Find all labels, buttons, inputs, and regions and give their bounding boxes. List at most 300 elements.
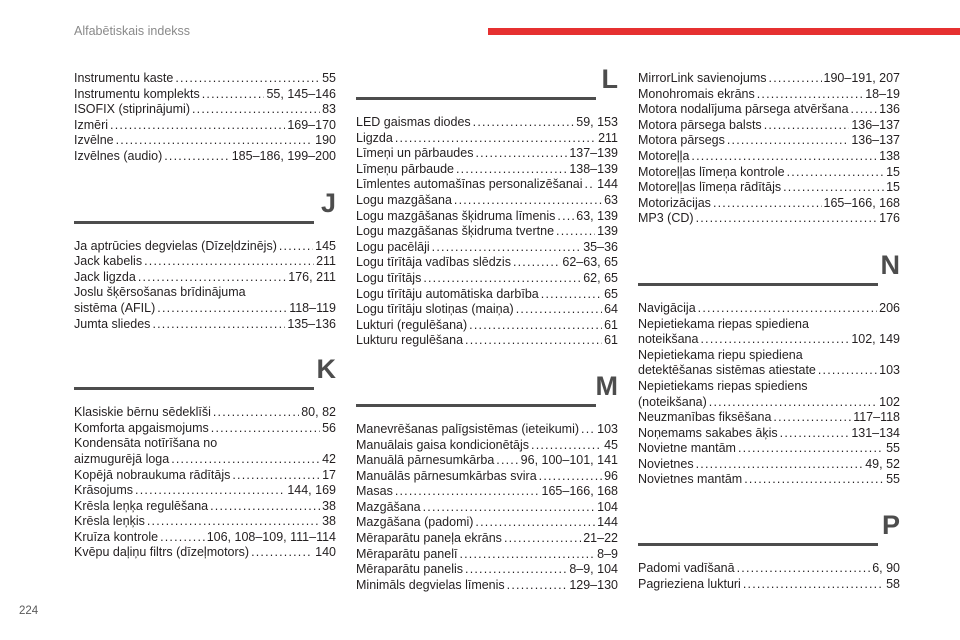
index-entry bbox=[638, 149, 900, 165]
index-page-refs: 102, 149 bbox=[851, 332, 900, 347]
dot-leader bbox=[851, 102, 878, 118]
dot-leader bbox=[743, 577, 884, 593]
dot-leader bbox=[691, 149, 877, 165]
index-term: Jumta sliedes bbox=[74, 316, 151, 331]
index-entry bbox=[74, 71, 336, 87]
index-page-refs: 106, 108–109, 111–114 bbox=[206, 529, 336, 544]
dot-leader bbox=[556, 224, 595, 240]
index-term: Izmēri bbox=[74, 117, 109, 132]
index-term: Padomi vadīšanā bbox=[638, 561, 735, 576]
index-column-1 bbox=[74, 71, 336, 561]
index-entry bbox=[74, 514, 336, 530]
dot-leader bbox=[232, 468, 320, 484]
dot-leader bbox=[164, 149, 229, 165]
dot-leader bbox=[147, 514, 320, 530]
index-entry bbox=[356, 318, 618, 334]
index-entry bbox=[356, 302, 618, 318]
index-page-refs: 17 bbox=[322, 467, 336, 482]
section-rule bbox=[638, 543, 878, 546]
index-entry bbox=[638, 71, 900, 87]
index-term: Novietnes bbox=[638, 456, 694, 471]
index-page-refs: 144 bbox=[597, 515, 618, 530]
letter-section-header bbox=[356, 64, 618, 115]
dot-leader bbox=[465, 333, 602, 349]
index-entry bbox=[638, 561, 900, 577]
dot-leader bbox=[423, 271, 581, 287]
index-page-refs: 42 bbox=[322, 451, 336, 466]
index-entry bbox=[356, 255, 618, 271]
index-entry-group bbox=[638, 71, 900, 227]
index-page-refs: 135–136 bbox=[287, 316, 336, 331]
index-term: Navigācija bbox=[638, 300, 696, 315]
dot-leader bbox=[696, 457, 864, 473]
index-term: Motora pārsega balsts bbox=[638, 117, 762, 132]
index-page-refs: 8–9, 104 bbox=[569, 562, 618, 577]
dot-leader bbox=[541, 287, 602, 303]
dot-leader bbox=[157, 301, 287, 317]
index-entry bbox=[74, 483, 336, 499]
index-page-refs: 165–166, 168 bbox=[541, 484, 618, 499]
dot-leader bbox=[456, 162, 567, 178]
index-term: Jack kabelis bbox=[74, 254, 143, 269]
index-page-refs: 18–19 bbox=[865, 86, 900, 101]
dot-leader bbox=[473, 115, 575, 131]
index-entry bbox=[356, 484, 618, 500]
index-entry bbox=[638, 211, 900, 227]
index-term: Logu tīrītājs bbox=[356, 270, 422, 285]
section-letter: L bbox=[601, 64, 618, 94]
index-page-refs: 211 bbox=[316, 254, 336, 269]
index-term: MirrorLink savienojums bbox=[638, 71, 767, 85]
accent-band bbox=[488, 28, 960, 35]
index-page-refs: 104 bbox=[597, 499, 618, 514]
dot-leader bbox=[496, 453, 518, 469]
index-page-refs: 102 bbox=[879, 394, 900, 409]
index-term: Nepietiekama riepu spiediena bbox=[638, 347, 803, 362]
index-page-refs: 6, 90 bbox=[872, 561, 900, 576]
index-term: Motora nodalījuma pārsega atvēršana bbox=[638, 102, 849, 117]
index-page-refs: 103 bbox=[879, 363, 900, 378]
letter-section-header bbox=[74, 354, 336, 405]
index-page-refs: 138–139 bbox=[569, 161, 618, 176]
index-term: (noteikšana) bbox=[638, 394, 707, 409]
index-term: Lukturu regulēšana bbox=[356, 333, 464, 348]
dot-leader bbox=[769, 71, 822, 87]
index-entry bbox=[356, 500, 618, 516]
index-entry bbox=[74, 102, 336, 118]
index-page-refs: 176 bbox=[879, 211, 900, 226]
index-term: detektēšanas sistēmas atiestate bbox=[638, 363, 816, 378]
section-letter: M bbox=[595, 370, 618, 401]
index-term: Motoreļļas līmeņa kontrole bbox=[638, 164, 785, 179]
dot-leader bbox=[475, 515, 595, 531]
index-term: Motoreļļa bbox=[638, 148, 690, 163]
dot-leader bbox=[773, 410, 851, 426]
index-term: Mēraparātu panelis bbox=[356, 562, 464, 577]
index-entry bbox=[638, 133, 900, 149]
index-page-refs: 38 bbox=[322, 514, 336, 529]
index-term: Logu pacēlāji bbox=[356, 239, 430, 254]
index-page-refs: 63 bbox=[604, 192, 618, 207]
index-entry bbox=[638, 317, 900, 333]
index-term: Motora pārsegs bbox=[638, 133, 725, 148]
index-page-refs: 145 bbox=[315, 238, 336, 253]
section-letter: P bbox=[881, 510, 900, 541]
index-term: Ja aptrūcies degvielas (Dīzeļdzinējs) bbox=[74, 238, 277, 253]
index-term: Novietne mantām bbox=[638, 441, 736, 456]
index-page-refs: 61 bbox=[604, 333, 618, 348]
index-term: Mazgāšana bbox=[356, 499, 421, 514]
index-entry bbox=[638, 196, 900, 212]
index-page-refs: 117–118 bbox=[853, 410, 900, 425]
section-letter: K bbox=[316, 354, 336, 385]
dot-leader bbox=[423, 500, 596, 516]
index-page-refs: 211 bbox=[598, 130, 618, 145]
index-entry-group bbox=[356, 115, 618, 349]
index-entry bbox=[638, 472, 900, 488]
index-term: Krāsojums bbox=[74, 483, 134, 498]
index-page-refs: 103 bbox=[597, 421, 618, 436]
index-entry bbox=[74, 285, 336, 301]
index-page-refs: 15 bbox=[886, 164, 900, 179]
index-term: Joslu šķērsošanas brīdinājuma bbox=[74, 285, 246, 300]
index-term: Novietnes mantām bbox=[638, 472, 743, 487]
index-term: Motoreļļas līmeņa rādītājs bbox=[638, 180, 782, 195]
index-page-refs: 58 bbox=[886, 576, 900, 591]
index-page-refs: 144 bbox=[597, 177, 618, 192]
index-entry-group bbox=[638, 301, 900, 488]
index-entry bbox=[356, 177, 618, 193]
dot-leader bbox=[531, 438, 602, 454]
index-entry bbox=[74, 452, 336, 468]
index-term: Mazgāšana (padomi) bbox=[356, 515, 474, 530]
index-entry bbox=[74, 149, 336, 165]
dot-leader bbox=[713, 196, 822, 212]
dot-leader bbox=[585, 177, 596, 193]
index-page-refs: 176, 211 bbox=[288, 269, 336, 284]
index-term: Masas bbox=[356, 484, 393, 499]
page-number: 224 bbox=[19, 605, 39, 617]
dot-leader bbox=[160, 530, 205, 546]
index-term: Kvēpu daļiņu filtrs (dīzeļmotors) bbox=[74, 545, 250, 560]
dot-leader bbox=[152, 317, 285, 333]
index-entry bbox=[74, 421, 336, 437]
index-entry-group bbox=[74, 71, 336, 165]
index-entry bbox=[638, 410, 900, 426]
index-entry bbox=[638, 118, 900, 134]
index-term: Līmlentes automašīnas personalizēšanai bbox=[356, 177, 583, 192]
index-term: Logu tīrītāju slotiņas (maiņa) bbox=[356, 302, 514, 317]
index-term: MP3 (CD) bbox=[638, 211, 694, 226]
index-entry bbox=[356, 469, 618, 485]
index-term: Manuālā pārnesumkārba bbox=[356, 453, 495, 468]
dot-leader bbox=[581, 422, 595, 438]
dot-leader bbox=[696, 211, 878, 227]
index-page-refs: 62, 65 bbox=[583, 270, 618, 285]
index-page-refs: 83 bbox=[322, 102, 336, 117]
dot-leader bbox=[171, 452, 320, 468]
index-page-refs: 55 bbox=[886, 441, 900, 456]
dot-leader bbox=[110, 118, 285, 134]
index-term: Krēsla leņķa regulēšana bbox=[74, 498, 209, 513]
dot-leader bbox=[764, 118, 850, 134]
index-entry bbox=[638, 441, 900, 457]
index-term: Instrumentu komplekts bbox=[74, 86, 200, 101]
index-page-refs: 144, 169 bbox=[287, 483, 336, 498]
section-rule bbox=[356, 404, 596, 407]
index-entry bbox=[356, 131, 618, 147]
index-term: Pagrieziena lukturi bbox=[638, 576, 741, 591]
index-entry-group bbox=[356, 422, 618, 594]
index-entry bbox=[638, 348, 900, 364]
index-term: Noņemams sakabes āķis bbox=[638, 425, 778, 440]
index-entry bbox=[638, 180, 900, 196]
dot-leader bbox=[698, 301, 877, 317]
index-term: Mēraparātu paneļa ekrāns bbox=[356, 531, 502, 546]
dot-leader bbox=[783, 180, 884, 196]
dot-leader bbox=[135, 483, 285, 499]
index-entry bbox=[356, 146, 618, 162]
index-page-refs: 55 bbox=[322, 71, 336, 85]
index-entry bbox=[74, 499, 336, 515]
section-rule bbox=[74, 387, 314, 390]
index-term: Līmeņi un pārbaudes bbox=[356, 146, 474, 161]
index-term: Izvēlne bbox=[74, 133, 114, 148]
index-term: Instrumentu kaste bbox=[74, 71, 174, 85]
dot-leader bbox=[211, 421, 320, 437]
index-term: Kopējā nobraukuma rādītājs bbox=[74, 467, 231, 482]
index-page-refs: 80, 82 bbox=[301, 405, 336, 420]
letter-section-header bbox=[74, 187, 336, 239]
dot-leader bbox=[192, 102, 320, 118]
index-entry bbox=[356, 240, 618, 256]
dot-leader bbox=[516, 302, 602, 318]
index-page-refs: 139 bbox=[597, 224, 618, 239]
index-entry bbox=[74, 436, 336, 452]
dot-leader bbox=[144, 254, 314, 270]
dot-leader bbox=[469, 318, 602, 334]
index-term: Logu mazgāšanas šķidruma līmenis bbox=[356, 208, 556, 223]
section-rule bbox=[74, 221, 314, 224]
dot-leader bbox=[465, 562, 567, 578]
index-page-refs: 63, 139 bbox=[576, 208, 618, 223]
dot-leader bbox=[709, 395, 877, 411]
index-entry bbox=[356, 224, 618, 240]
index-entry bbox=[356, 115, 618, 131]
index-entry bbox=[74, 87, 336, 103]
index-entry bbox=[356, 562, 618, 578]
section-letter: N bbox=[880, 249, 900, 280]
index-page-refs: 190 bbox=[315, 133, 336, 148]
index-entry bbox=[74, 468, 336, 484]
index-page-refs: 165–166, 168 bbox=[823, 195, 900, 210]
index-page-refs: 136 bbox=[879, 102, 900, 117]
index-term: Līmeņu pārbaude bbox=[356, 161, 454, 176]
index-entry bbox=[356, 515, 618, 531]
index-term: LED gaismas diodes bbox=[356, 115, 471, 129]
dot-leader bbox=[251, 545, 313, 561]
index-column-2 bbox=[356, 64, 618, 593]
dot-leader bbox=[507, 578, 568, 594]
index-term: Nepietiekama riepas spiediena bbox=[638, 316, 809, 331]
index-term: sistēma (AFIL) bbox=[74, 300, 156, 315]
dot-leader bbox=[459, 547, 595, 563]
dot-leader bbox=[557, 209, 574, 225]
index-entry bbox=[638, 165, 900, 181]
index-page-refs: 137–139 bbox=[569, 146, 618, 161]
index-page-refs: 21–22 bbox=[583, 531, 618, 546]
index-term: Jack ligzda bbox=[74, 269, 136, 284]
index-entry bbox=[638, 426, 900, 442]
index-entry bbox=[356, 531, 618, 547]
index-page-refs: 59, 153 bbox=[576, 115, 618, 129]
index-term: Izvēlnes (audio) bbox=[74, 148, 163, 163]
index-entry bbox=[356, 453, 618, 469]
index-term: Motorizācijas bbox=[638, 195, 711, 210]
index-entry bbox=[74, 254, 336, 270]
index-term: Manevrēšanas palīgsistēmas (ieteikumi) bbox=[356, 421, 580, 436]
index-term: Ligzda bbox=[356, 130, 393, 145]
index-entry-group bbox=[74, 239, 336, 333]
index-page-refs: 138 bbox=[879, 148, 900, 163]
index-entry bbox=[638, 395, 900, 411]
index-entry bbox=[638, 87, 900, 103]
index-entry bbox=[638, 457, 900, 473]
index-page-refs: 64 bbox=[604, 302, 618, 317]
index-entry bbox=[356, 193, 618, 209]
index-term: Logu mazgāšana bbox=[356, 192, 452, 207]
dot-leader bbox=[700, 332, 849, 348]
dot-leader bbox=[744, 472, 884, 488]
index-entry-group bbox=[638, 561, 900, 592]
index-page-refs: 96 bbox=[604, 468, 618, 483]
running-head: Alfabētiskais indekss bbox=[74, 24, 191, 38]
index-page-refs: 61 bbox=[604, 317, 618, 332]
index-entry bbox=[74, 118, 336, 134]
index-term: Mēraparātu panelī bbox=[356, 546, 458, 561]
dot-leader bbox=[818, 363, 877, 379]
index-page-refs: 56 bbox=[322, 420, 336, 435]
dot-leader bbox=[504, 531, 581, 547]
dot-leader bbox=[202, 87, 265, 103]
index-entry bbox=[638, 102, 900, 118]
index-page-refs: 190–191, 207 bbox=[823, 71, 900, 85]
index-entry bbox=[356, 162, 618, 178]
index-term: Krēsla leņķis bbox=[74, 514, 145, 529]
index-page-refs: 49, 52 bbox=[865, 456, 900, 471]
index-entry bbox=[638, 577, 900, 593]
index-entry bbox=[74, 270, 336, 286]
index-page-refs: 131–134 bbox=[851, 425, 900, 440]
index-entry bbox=[74, 545, 336, 561]
index-entry bbox=[638, 379, 900, 395]
index-term: Kruīza kontrole bbox=[74, 529, 159, 544]
index-term: Logu mazgāšanas šķidruma tvertne bbox=[356, 224, 555, 239]
index-entry bbox=[356, 438, 618, 454]
index-page-refs: 185–186, 199–200 bbox=[231, 148, 336, 163]
index-entry-group bbox=[74, 405, 336, 561]
section-rule bbox=[356, 97, 596, 100]
index-entry bbox=[356, 287, 618, 303]
dot-leader bbox=[395, 484, 540, 500]
dot-leader bbox=[175, 71, 320, 87]
index-term: Manuālais gaisa kondicionētājs bbox=[356, 437, 530, 452]
dot-leader bbox=[475, 146, 567, 162]
index-term: noteikšana bbox=[638, 332, 699, 347]
index-entry bbox=[74, 301, 336, 317]
index-page-refs: 8–9 bbox=[597, 546, 618, 561]
index-term: Neuzmanības fiksēšana bbox=[638, 410, 772, 425]
index-page-refs: 38 bbox=[322, 498, 336, 513]
dot-leader bbox=[737, 561, 871, 577]
index-page-refs: 55 bbox=[886, 472, 900, 487]
letter-section-header bbox=[638, 510, 900, 561]
index-page-refs: 206 bbox=[879, 300, 900, 315]
dot-leader bbox=[738, 441, 884, 457]
index-page-refs: 129–130 bbox=[569, 577, 618, 592]
index-entry bbox=[74, 317, 336, 333]
index-entry bbox=[356, 271, 618, 287]
index-entry bbox=[638, 301, 900, 317]
index-page-refs: 35–36 bbox=[583, 239, 618, 254]
dot-leader bbox=[395, 131, 596, 147]
dot-leader bbox=[727, 133, 849, 149]
index-page-refs: 118–119 bbox=[289, 300, 336, 315]
index-entry bbox=[74, 530, 336, 546]
index-term: Manuālās pārnesumkārbas svira bbox=[356, 468, 537, 483]
index-term: Logu tīrītāja vadības slēdzis bbox=[356, 255, 511, 270]
index-term: Minimāls degvielas līmenis bbox=[356, 577, 505, 592]
dot-leader bbox=[116, 133, 314, 149]
index-page-refs: 65 bbox=[604, 286, 618, 301]
index-term: aizmugurējā loga bbox=[74, 451, 170, 466]
dot-leader bbox=[780, 426, 850, 442]
index-term: Kondensāta notīrīšana no bbox=[74, 436, 218, 451]
dot-leader bbox=[279, 239, 313, 255]
index-term: Komforta apgaismojums bbox=[74, 420, 209, 435]
dot-leader bbox=[138, 270, 286, 286]
index-page-refs: 45 bbox=[604, 437, 618, 452]
index-entry bbox=[638, 363, 900, 379]
dot-leader bbox=[757, 87, 864, 103]
index-term: Nepietiekams riepas spiediens bbox=[638, 378, 808, 393]
index-column-3 bbox=[638, 71, 900, 592]
index-entry bbox=[356, 422, 618, 438]
section-rule bbox=[638, 283, 878, 286]
dot-leader bbox=[213, 405, 299, 421]
index-entry bbox=[356, 547, 618, 563]
index-entry bbox=[74, 239, 336, 255]
index-term: Monohromais ekrāns bbox=[638, 86, 755, 101]
dot-leader bbox=[454, 193, 602, 209]
index-term: Logu tīrītāju automātiska darbība bbox=[356, 286, 539, 301]
index-page-refs: 96, 100–101, 141 bbox=[520, 453, 618, 468]
index-page-refs: 55, 145–146 bbox=[266, 86, 336, 101]
index-page-refs: 140 bbox=[315, 545, 336, 560]
index-page-refs: 15 bbox=[886, 180, 900, 195]
index-page-refs: 136–137 bbox=[851, 133, 900, 148]
index-entry bbox=[356, 333, 618, 349]
dot-leader bbox=[513, 255, 560, 271]
dot-leader bbox=[432, 240, 582, 256]
index-entry bbox=[356, 209, 618, 225]
index-entry bbox=[638, 332, 900, 348]
dot-leader bbox=[539, 469, 602, 485]
index-entry bbox=[74, 405, 336, 421]
index-entry bbox=[74, 133, 336, 149]
index-term: ISOFIX (stiprinājumi) bbox=[74, 102, 190, 117]
letter-section-header bbox=[638, 249, 900, 301]
